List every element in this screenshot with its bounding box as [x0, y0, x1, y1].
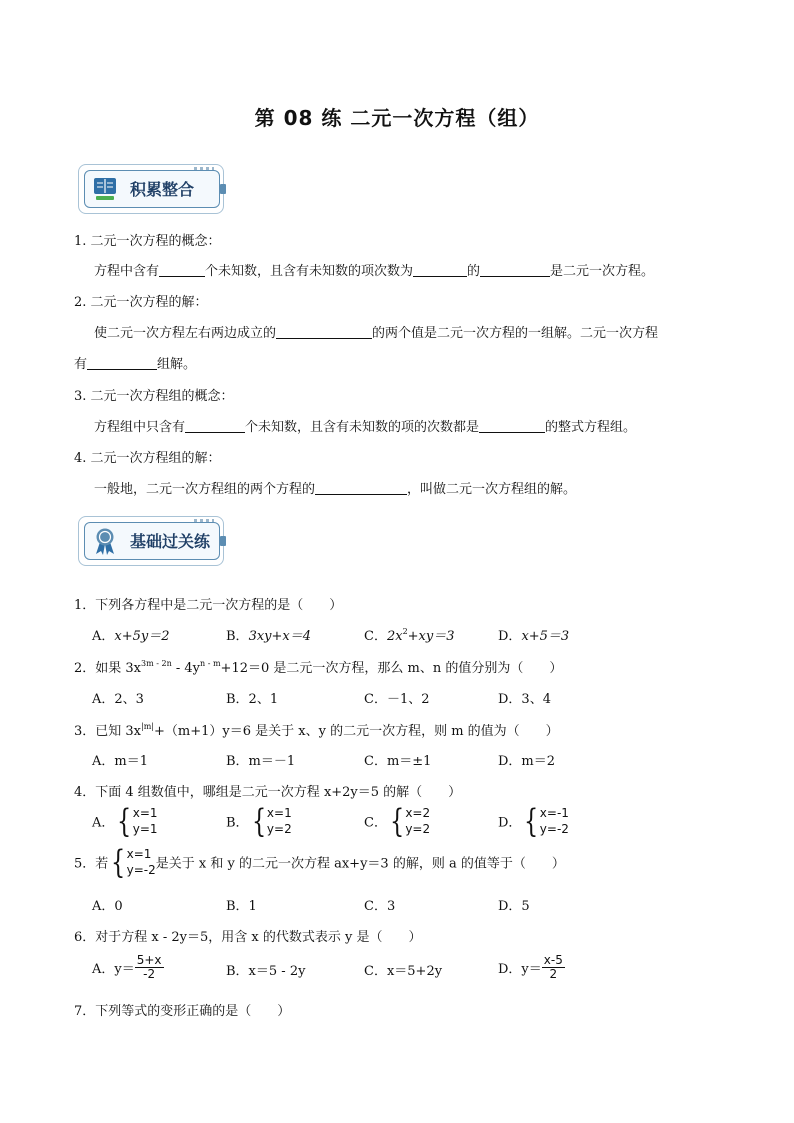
q3-option-b[interactable]: B．m＝－1 [226, 754, 296, 769]
fill-blank[interactable] [315, 481, 407, 495]
q1-option-b[interactable]: B．3xy+x＝4 [226, 629, 312, 644]
question-4: 4．下面 4 组数值中，哪组是二元一次方程 x+2y＝5 的解（ ） [74, 785, 462, 800]
knowledge-2-text: 使二元一次方程左右两边成立的 的两个值是二元一次方程的一组解。二元一次方程 [94, 326, 659, 341]
book-icon [90, 174, 120, 204]
fill-blank[interactable] [413, 263, 467, 277]
q4-option-b[interactable]: B． { x=1 y=2 [226, 802, 292, 840]
medal-icon [90, 526, 120, 556]
question-2: 2．如果 $3x^{3m - 2n} - 4y^{n - m}+12=0$ 是二元一次方程，那么 m、n 的值分别为（ ） [74, 659, 563, 676]
section-title: 基础过关练 [130, 532, 211, 551]
knowledge-3-heading: 3. 二元一次方程组的概念： [74, 389, 234, 404]
section-title: 积累整合 [130, 180, 195, 199]
section-banner-accumulate [78, 164, 224, 214]
question-6: 6．对于方程 x - 2y＝5，用含 x 的代数式表示 y 是（ ） [74, 930, 422, 945]
knowledge-4-text: 一般地，二元一次方程组的两个方程的 ，叫做二元一次方程组的解。 [94, 482, 577, 497]
fill-blank[interactable] [87, 356, 157, 370]
q6-option-d[interactable]: D．y＝ $\frac{x-5}{2}$ [498, 953, 563, 981]
q4-option-d[interactable]: D． { x=-1 y=-2 [498, 802, 569, 840]
q6-option-a[interactable]: A．y＝ $\frac{5+x}{-2}$ [92, 953, 162, 981]
knowledge-2-text-cont: 有 组解。 [74, 357, 197, 372]
q3-option-c[interactable]: C．m＝±1 [364, 754, 432, 769]
q3-option-a[interactable]: A．m＝1 [92, 754, 148, 769]
section-banner-basic [78, 516, 224, 566]
knowledge-3-text: 方程组中只含有 个未知数，且含有未知数的项的次数都是 的整式方程组。 [94, 420, 637, 435]
q6-option-c[interactable]: C．x＝5+2y [364, 964, 443, 979]
q2-option-d[interactable]: D．3、4 [498, 692, 551, 707]
knowledge-1-heading: 1. 二元一次方程的概念： [74, 234, 221, 249]
q1-option-c[interactable]: C．$2x^2+xy=3$ [364, 627, 455, 644]
question-7: 7．下列等式的变形正确的是（ ） [74, 1004, 291, 1019]
fill-blank[interactable] [479, 419, 545, 433]
question-3: 3．已知 $3x^{|m|}+(m+1)y=6$ 是关于 x、y 的二元一次方程，则 m 的值为（ ） [74, 722, 559, 739]
q4-option-c[interactable]: C． { x=2 y=2 [364, 802, 431, 840]
q2-option-b[interactable]: B．2、1 [226, 692, 279, 707]
page-title: 第 08 练 二元一次方程（组） [254, 106, 540, 130]
fill-blank[interactable] [276, 325, 372, 339]
fill-blank[interactable] [185, 419, 245, 433]
q6-option-b[interactable]: B．x＝5 - 2y [226, 964, 306, 979]
q5-option-c[interactable]: C．3 [364, 899, 396, 914]
question-5: 5．若 { x=1 y=-2 是关于 x 和 y 的二元一次方程 ax+y＝3 的解，则 a 的值等于（ ） [74, 843, 565, 881]
q4-option-a[interactable]: A． { x=1 y=1 [92, 802, 158, 840]
fill-blank[interactable] [159, 263, 205, 277]
q1-option-a[interactable]: A．x+5y＝2 [92, 629, 170, 644]
q2-option-a[interactable]: A．2、3 [92, 692, 144, 707]
knowledge-4-heading: 4. 二元一次方程组的解： [74, 451, 221, 466]
q1-option-d[interactable]: D．x+5＝3 [498, 629, 570, 644]
knowledge-1-text: 方程中含有 个未知数，且含有未知数的项次数为 的 是二元一次方程。 [94, 264, 655, 279]
q3-option-d[interactable]: D．m＝2 [498, 754, 556, 769]
q5-option-b[interactable]: B．1 [226, 899, 257, 914]
fill-blank[interactable] [480, 263, 550, 277]
q5-option-a[interactable]: A．0 [92, 899, 123, 914]
q2-option-c[interactable]: C．－1、2 [364, 692, 430, 707]
question-1: 1．下列各方程中是二元一次方程的是（ ） [74, 598, 343, 613]
q5-option-d[interactable]: D．5 [498, 899, 530, 914]
knowledge-2-heading: 2. 二元一次方程的解： [74, 295, 208, 310]
